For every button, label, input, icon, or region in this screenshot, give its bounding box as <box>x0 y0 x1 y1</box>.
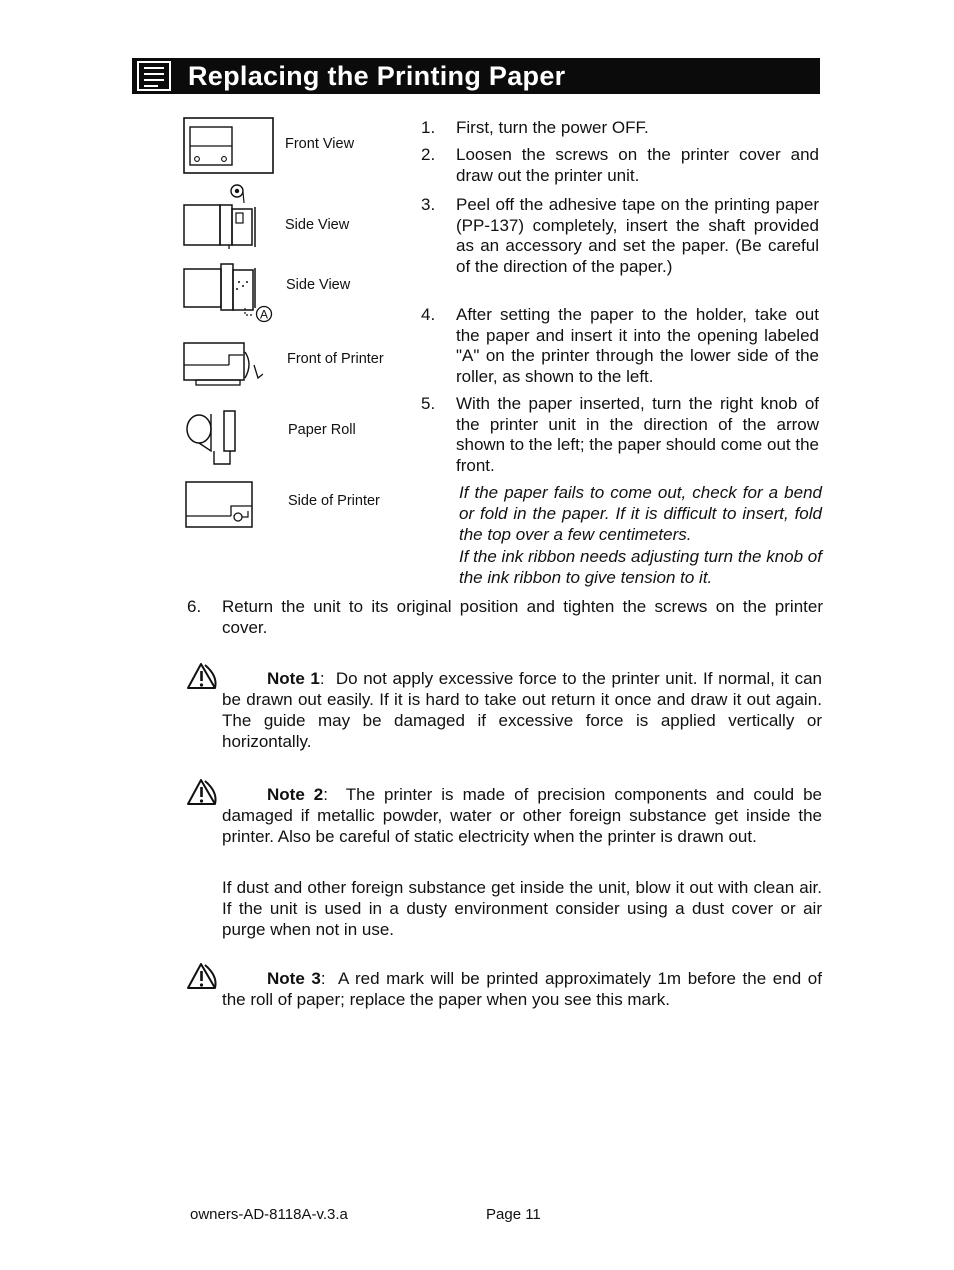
italic-note: If the ink ribbon needs adjusting turn the knob of the ink ribbon to give tension to it. <box>459 547 822 587</box>
step-text: Return the unit to its original position and tighten the screws on the printer cover. <box>222 597 823 637</box>
note-2: Note 2: The printer is made of precision components and could be damaged if metallic powder, water or other foreign substance get inside the printer. Also be careful of static electricity when the printer is drawn out. <box>222 784 822 847</box>
step-text: First, turn the power OFF. <box>456 118 649 137</box>
footer-page-number: Page 11 <box>486 1206 541 1223</box>
note-text: A red mark will be printed approximately 1m before the end of the roll of paper; replace the paper when you see this mark. <box>222 969 822 1009</box>
figure-label: Side of Printer <box>288 493 380 509</box>
note-heading: Note 2 <box>267 785 324 804</box>
step-text: After setting the paper to the holder, take out the paper and insert it into the opening labeled "A" on the printer through the lower side of the roller, as shown to the left. <box>456 305 819 386</box>
note-1: Note 1: Do not apply excessive force to the printer unit. If normal, it can be drawn out easily. If it is hard to take out return it once and draw it out again. The guide may be damaged if excessive force is applied vertically or horizontally. <box>222 668 822 752</box>
note-2-extra: If dust and other foreign substance get inside the unit, blow it out with clean air. If the unit is used in a dusty environment consider using a dust cover or air purge when not in use. <box>222 878 822 939</box>
step-text: Peel off the adhesive tape on the printing paper (PP-137) completely, insert the shaft provided as an accessory and set the paper. (Be careful of the direction of the paper.) <box>456 195 819 276</box>
step-number: 4. <box>421 305 436 324</box>
figure-label: Side View <box>286 277 351 293</box>
side-view-figure <box>183 183 263 249</box>
label-a: A <box>259 307 269 322</box>
step-number: 5. <box>421 394 436 413</box>
front-of-printer-figure <box>183 338 263 388</box>
printer-icon <box>137 61 171 91</box>
warning-icon <box>185 778 221 808</box>
note-heading: Note 3 <box>267 969 321 988</box>
step-number: 1. <box>421 118 436 137</box>
figure-label: Front View <box>285 136 355 152</box>
note-text: The printer is made of precision components and could be damaged if metallic powder, water or other foreign substance get inside the printer. Also be careful of static electricity when the printer is drawn out. <box>222 785 822 846</box>
step-text: With the paper inserted, turn the right knob of the printer unit in the direction of the arrow shown to the left; the paper should come out the front. <box>456 394 819 475</box>
footer-doc-id: owners-AD-8118A-v.3.a <box>190 1206 348 1223</box>
figure-label: Side View <box>285 217 350 233</box>
figure-label: Paper Roll <box>288 422 356 438</box>
front-view-figure <box>183 117 275 175</box>
page-title: Replacing the Printing Paper <box>188 61 566 91</box>
paper-roll-figure <box>184 409 246 469</box>
side-view-a-figure <box>183 262 279 326</box>
warning-icon <box>185 662 221 692</box>
note-heading: Note 1 <box>267 669 320 688</box>
step-text: Loosen the screws on the printer cover and draw out the printer unit. <box>456 145 819 185</box>
side-of-printer-figure <box>185 481 255 531</box>
step-number: 2. <box>421 145 436 164</box>
note-text: Do not apply excessive force to the printer unit. If normal, it can be drawn out easily. If it is hard to take out return it once and draw it out again. The guide may be damaged if excessive force is applied vertically or horizontally. <box>222 669 822 751</box>
figure-label: Front of Printer <box>287 351 384 367</box>
step-number: 3. <box>421 195 436 214</box>
note-3: Note 3: A red mark will be printed approximately 1m before the end of the roll of paper; replace the paper when you see this mark. <box>222 968 822 1010</box>
step-number: 6. <box>187 597 202 616</box>
warning-icon <box>185 962 221 992</box>
italic-note: If the paper fails to come out, check for a bend or fold in the paper. If it is difficult to insert, fold the top over a few centimeters. <box>459 483 822 544</box>
